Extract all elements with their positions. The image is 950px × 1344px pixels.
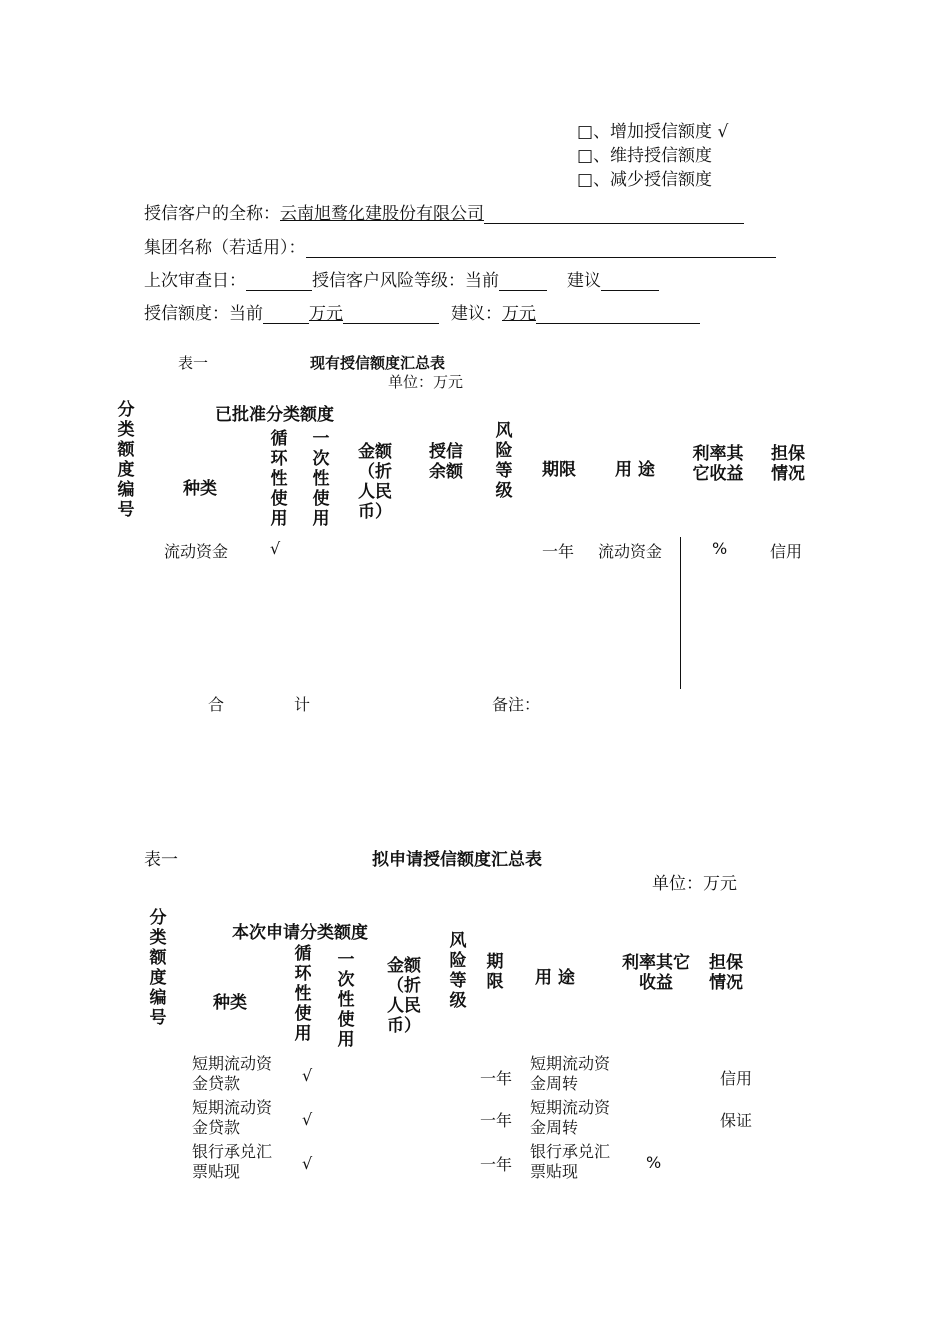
client-name-label: 授信客户的全称： [144, 204, 280, 224]
amount-current-label: 授信额度：当前 [144, 304, 263, 324]
table2-cell-usage: 银行承兑汇票贴现 [530, 1142, 611, 1181]
checkbox-icon[interactable]: □ [577, 146, 594, 166]
table2-group-header: 本次申请分类额度 [232, 923, 368, 943]
table1-cell-term: 一年 [542, 542, 575, 561]
table1-group-header: 已批准分类额度 [215, 405, 334, 425]
table1-cell-revolving: √ [270, 539, 281, 558]
client-name-blank[interactable] [484, 205, 744, 224]
group-name-label: 集团名称（若适用）： [144, 238, 306, 258]
table1-total-a: 合 [208, 695, 225, 714]
last-review-label: 上次审查日： [144, 271, 246, 291]
table2-cell-revolving: √ [302, 1154, 313, 1173]
table2-header-usage: 用 途 [535, 968, 575, 988]
table2-cell-type: 短期流动资金贷款 [192, 1054, 273, 1093]
table2-cell-term: 一年 [480, 1111, 513, 1130]
risk-current-field[interactable] [499, 272, 547, 291]
risk-suggest-label: 建议 [567, 271, 601, 291]
option-label: 、增加授信额度 [593, 122, 713, 142]
table1-number: 表一 [178, 354, 209, 372]
table1-side-header: 分类额度编号 [117, 400, 135, 520]
client-name-row [144, 199, 744, 224]
checkbox-icon[interactable]: □ [577, 122, 594, 142]
table1-unit: 单位：万元 [388, 373, 464, 391]
table1-header-rate: 利率其它收益 [692, 444, 744, 484]
group-name-field[interactable] [306, 239, 776, 258]
table1-header-onetime: 一次性使用 [312, 429, 330, 529]
table1-header-usage: 用 途 [615, 460, 655, 480]
table2-header-term: 期限 [486, 952, 504, 992]
table2-cell-term: 一年 [480, 1155, 513, 1174]
table2-cell-type: 短期流动资金贷款 [192, 1098, 273, 1137]
amount-current-unit: 万元 [309, 304, 343, 324]
table2-cell-usage: 短期流动资金周转 [530, 1098, 611, 1137]
table1-cell-type: 流动资金 [164, 542, 229, 561]
risk-current-label: 授信客户风险等级：当前 [312, 271, 499, 291]
table2-header-amount: 金额（折人民币） [387, 956, 421, 1036]
option-label: 、维持授信额度 [593, 146, 713, 166]
table2-cell-usage: 短期流动资金周转 [530, 1054, 611, 1093]
option-increase[interactable] [577, 117, 728, 142]
table1-divider [680, 537, 681, 689]
group-name-row [144, 233, 776, 258]
table1-header-term: 期限 [542, 460, 576, 480]
table2-number: 表一 [144, 850, 178, 870]
amount-current-field[interactable] [263, 305, 309, 324]
table2-header-guarantee: 担保情况 [709, 953, 743, 993]
amount-suggest-field[interactable] [536, 305, 700, 324]
option-maintain[interactable] [577, 141, 712, 166]
table2-cell-revolving: √ [302, 1110, 313, 1129]
table2-title: 拟申请授信额度汇总表 [372, 850, 542, 870]
table1-cell-rate: % [712, 539, 728, 558]
amount-suggest-unit: 万元 [502, 304, 536, 324]
table1-header-type: 种类 [183, 479, 217, 499]
table2-cell-revolving: √ [302, 1066, 313, 1085]
table1-header-balance: 授信余额 [429, 442, 463, 482]
credit-amount-row [144, 299, 700, 324]
table2-header-risk: 风险等级 [449, 931, 467, 1011]
risk-suggest-field[interactable] [601, 272, 659, 291]
table2-unit: 单位：万元 [652, 874, 737, 894]
table2-header-type: 种类 [213, 993, 247, 1013]
table1-header-revolving: 循环性使用 [270, 429, 288, 529]
checkbox-icon[interactable]: □ [577, 170, 594, 190]
client-name-value[interactable]: 云南旭鹜化建股份有限公司 [280, 204, 484, 224]
option-reduce[interactable] [577, 165, 712, 190]
last-review-field[interactable] [246, 272, 312, 291]
table1-header-guarantee: 担保情况 [771, 444, 805, 484]
table2-cell-guarantee: 保证 [720, 1111, 753, 1130]
table1-header-amount: 金额（折人民币） [358, 442, 392, 522]
table1-total-b: 计 [294, 695, 311, 714]
table2-side-header: 分类额度编号 [149, 908, 167, 1028]
amount-current-blank[interactable] [343, 305, 439, 324]
table1-cell-guarantee: 信用 [770, 542, 803, 561]
table1-header-risk: 风险等级 [495, 421, 513, 501]
table1-title: 现有授信额度汇总表 [310, 354, 446, 372]
table2-header-rate: 利率其它收益 [622, 953, 690, 993]
table2-cell-type: 银行承兑汇票贴现 [192, 1142, 273, 1181]
table1-cell-usage: 流动资金 [598, 542, 663, 561]
amount-suggest-label: 建议： [451, 304, 502, 324]
check-mark: √ [717, 122, 729, 142]
table2-cell-term: 一年 [480, 1069, 513, 1088]
table2-cell-guarantee: 信用 [720, 1069, 753, 1088]
table1-remark: 备注： [492, 695, 541, 714]
table2-cell-rate: % [646, 1153, 662, 1172]
review-risk-row [144, 266, 659, 291]
option-label: 、减少授信额度 [593, 170, 713, 190]
table2-header-revolving: 循环性使用 [294, 944, 312, 1044]
table2-header-onetime: 一次性使用 [337, 950, 355, 1050]
